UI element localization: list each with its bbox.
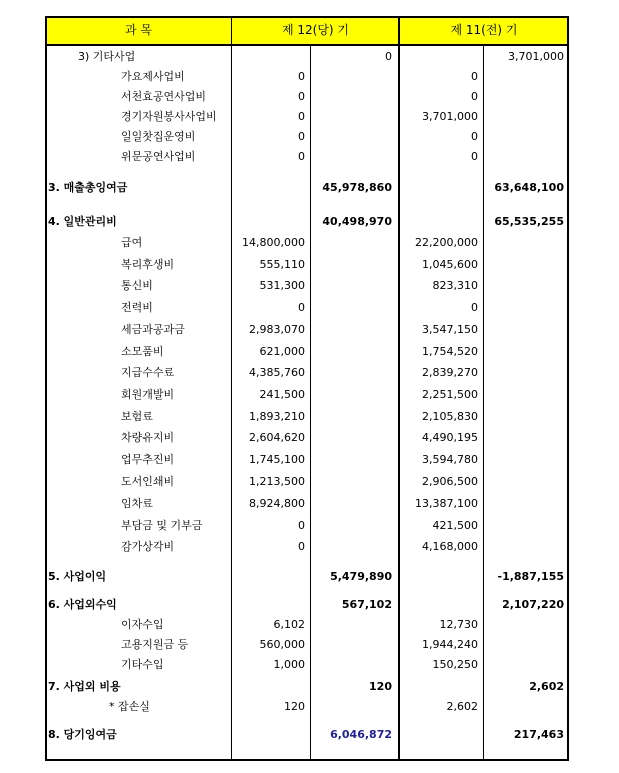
cell-c4: 63,648,100	[494, 181, 564, 194]
row-label: * 잡손실	[109, 700, 150, 713]
row-label: 고용지원금 등	[121, 638, 189, 651]
row-label: 차량유지비	[121, 431, 175, 444]
row-label: 3. 매출총잉여금	[48, 181, 128, 194]
cell-c1: 621,000	[259, 345, 305, 358]
cell-c1: 120	[284, 700, 305, 713]
cell-c1: 2,604,620	[249, 431, 305, 444]
cell-c3: 1,754,520	[422, 345, 478, 358]
cell-c3: 2,839,270	[422, 366, 478, 379]
cell-c2: 120	[369, 680, 392, 693]
row-label: 세금과공과금	[121, 323, 185, 336]
cell-c1: 4,385,760	[249, 366, 305, 379]
cell-c3: 0	[471, 150, 478, 163]
right-border	[567, 16, 569, 761]
cell-c2: 40,498,970	[322, 215, 392, 228]
cell-c3: 2,602	[446, 700, 478, 713]
cell-c4: 3,701,000	[508, 50, 564, 63]
col-divider-2	[310, 46, 311, 761]
cell-c4: 65,535,255	[494, 215, 564, 228]
cell-c3: 3,594,780	[422, 453, 478, 466]
row-label: 보험료	[121, 410, 153, 423]
cell-c1: 1,000	[273, 658, 305, 671]
row-label: 위문공연사업비	[121, 150, 196, 163]
col-divider-3	[398, 16, 400, 761]
row-label: 회원개발비	[121, 388, 175, 401]
cell-c1: 8,924,800	[249, 497, 305, 510]
cell-c1: 531,300	[259, 279, 305, 292]
cell-c3: 2,906,500	[422, 475, 478, 488]
cell-c4: 2,107,220	[502, 598, 564, 611]
row-label: 업무추진비	[121, 453, 175, 466]
row-label: 이자수입	[121, 618, 164, 631]
cell-c1: 0	[298, 70, 305, 83]
row-label: 소모품비	[121, 345, 164, 358]
row-label: 기타수입	[121, 658, 164, 671]
cell-c1: 0	[298, 90, 305, 103]
row-label: 통신비	[121, 279, 153, 292]
row-label: 감가상각비	[121, 540, 175, 553]
cell-c3: 0	[471, 90, 478, 103]
cell-c1: 1,213,500	[249, 475, 305, 488]
col-divider-4	[483, 46, 484, 761]
cell-c1: 0	[298, 540, 305, 553]
header-previous-period: 제 11(전) 기	[450, 23, 518, 37]
row-label: 7. 사업외 비용	[48, 680, 121, 693]
row-label: 5. 사업이익	[48, 570, 107, 583]
table-body	[45, 16, 569, 761]
col-divider-1	[231, 16, 232, 761]
cell-c4: -1,887,155	[497, 570, 564, 583]
cell-c1: 6,102	[273, 618, 305, 631]
cell-c1: 241,500	[259, 388, 305, 401]
cell-c4: 2,602	[529, 680, 564, 693]
row-label: 경기자원봉사사업비	[121, 110, 217, 123]
cell-c1: 555,110	[259, 258, 305, 271]
cell-c1: 14,800,000	[242, 236, 305, 249]
row-label: 일일찻집운영비	[121, 130, 196, 143]
cell-c3: 0	[471, 301, 478, 314]
row-label: 서천효공연사업비	[121, 90, 207, 103]
cell-c1: 0	[298, 130, 305, 143]
cell-c2: 0	[385, 50, 392, 63]
row-label: 급여	[121, 236, 143, 249]
row-label: 부담금 및 기부금	[121, 519, 203, 532]
row-label: 4. 일반관리비	[48, 215, 117, 228]
cell-c1: 0	[298, 519, 305, 532]
top-border	[45, 16, 569, 18]
cell-c3: 4,168,000	[422, 540, 478, 553]
row-label: 전력비	[121, 301, 153, 314]
bottom-border	[45, 759, 569, 761]
cell-c1: 1,745,100	[249, 453, 305, 466]
cell-c3: 0	[471, 70, 478, 83]
cell-c1: 0	[298, 110, 305, 123]
row-label: 도서인쇄비	[121, 475, 175, 488]
row-label: 6. 사업외수익	[48, 598, 117, 611]
cell-c3: 4,490,195	[422, 431, 478, 444]
row-label: 8. 당기잉여금	[48, 728, 117, 741]
cell-c2: 5,479,890	[330, 570, 392, 583]
row-label: 복리후생비	[121, 258, 175, 271]
cell-c1: 0	[298, 150, 305, 163]
cell-c3: 3,547,150	[422, 323, 478, 336]
cell-c2: 45,978,860	[322, 181, 392, 194]
cell-c3: 22,200,000	[415, 236, 478, 249]
cell-c3: 2,105,830	[422, 410, 478, 423]
cell-c2: 6,046,872	[330, 728, 392, 741]
cell-c3: 0	[471, 130, 478, 143]
cell-c3: 3,701,000	[422, 110, 478, 123]
cell-c2: 567,102	[341, 598, 392, 611]
cell-c3: 823,310	[432, 279, 478, 292]
cell-c1: 2,983,070	[249, 323, 305, 336]
cell-c4: 217,463	[513, 728, 564, 741]
cell-c3: 12,730	[439, 618, 478, 631]
header-bottom-border	[45, 44, 569, 46]
row-label: 지급수수료	[121, 366, 175, 379]
cell-c1: 1,893,210	[249, 410, 305, 423]
cell-c3: 2,251,500	[422, 388, 478, 401]
header-current-period: 제 12(당) 기	[281, 23, 350, 37]
cell-c3: 1,045,600	[422, 258, 478, 271]
row-label: 가요제사업비	[121, 70, 185, 83]
cell-c3: 13,387,100	[415, 497, 478, 510]
cell-c1: 0	[298, 301, 305, 314]
cell-c3: 1,944,240	[422, 638, 478, 651]
cell-c1: 560,000	[259, 638, 305, 651]
left-border	[45, 16, 47, 761]
financial-statement-table	[45, 16, 569, 761]
cell-c3: 421,500	[432, 519, 478, 532]
cell-c3: 150,250	[432, 658, 478, 671]
row-label: 3) 기타사업	[78, 50, 136, 63]
header-subject: 과 목	[125, 23, 152, 37]
row-label: 임차료	[121, 497, 153, 510]
